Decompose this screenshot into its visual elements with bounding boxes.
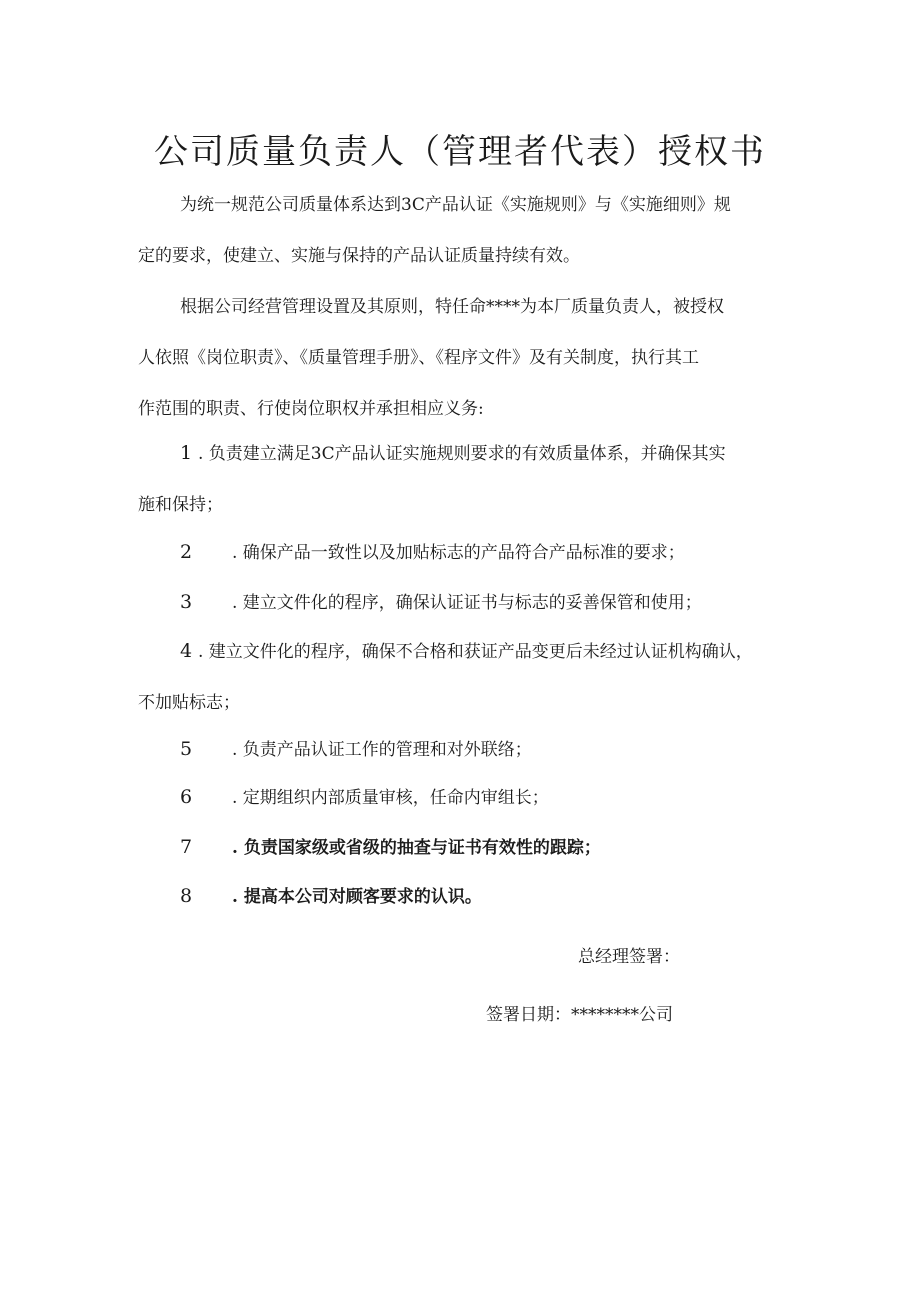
intro-line-1: 为统一规范公司质量体系达到3C产品认证《实施规则》与《实施细则》规 bbox=[180, 195, 731, 215]
manager-signature-label: 总经理签署： bbox=[578, 947, 680, 967]
item-text-continued: 不加贴标志； bbox=[138, 693, 240, 713]
item-number: 2 bbox=[180, 541, 193, 563]
list-item bbox=[138, 772, 788, 824]
item-text: . 负责产品认证工作的管理和对外联络； bbox=[232, 740, 532, 760]
item-number: 5 bbox=[180, 738, 193, 760]
item-text: . 建立文件化的程序，确保不合格和获证产品变更后未经过认证机构确认， bbox=[198, 642, 753, 662]
item-text: . 定期组织内部质量审核，任命内审组长； bbox=[232, 788, 549, 808]
item-text: . 负责建立满足3C产品认证实施规则要求的有效质量体系，并确保其实 bbox=[198, 444, 726, 464]
item-number: 8 bbox=[180, 885, 193, 907]
list-item bbox=[138, 577, 788, 629]
list-item bbox=[138, 822, 788, 874]
signature-date-label: 签署日期：********公司 bbox=[486, 1005, 673, 1025]
document-title: 公司质量负责人（管理者代表）授权书 bbox=[154, 132, 766, 172]
item-text: . 确保产品一致性以及加贴标志的产品符合产品标准的要求； bbox=[232, 543, 685, 563]
intro-line-2: 定的要求，使建立、实施与保持的产品认证质量持续有效。 bbox=[138, 246, 580, 266]
item-number: 6 bbox=[180, 786, 193, 808]
intro-paragraph bbox=[138, 180, 788, 282]
list-item bbox=[138, 527, 788, 579]
item-number: 3 bbox=[180, 591, 193, 613]
item-number: 7 bbox=[180, 836, 193, 858]
item-text: . 建立文件化的程序，确保认证证书与标志的妥善保管和使用； bbox=[232, 593, 702, 613]
item-number: 4 bbox=[180, 640, 193, 662]
item-number: 1 bbox=[180, 442, 193, 464]
appointment-line-1: 根据公司经营管理设置及其原则，特任命****为本厂质量负责人，被授权 bbox=[180, 297, 724, 317]
appointment-line-3: 作范围的职责、行使岗位职权并承担相应义务: bbox=[138, 399, 484, 419]
list-item bbox=[138, 871, 788, 923]
appointment-paragraph bbox=[138, 282, 788, 435]
list-item bbox=[138, 724, 788, 776]
item-text-continued: 施和保持； bbox=[138, 495, 223, 515]
item-text: . 提高本公司对顾客要求的认识。 bbox=[232, 887, 482, 907]
item-text: . 负责国家级或省级的抽查与证书有效性的跟踪； bbox=[232, 838, 601, 858]
appointment-line-2: 人依照《岗位职责》、《质量管理手册》、《程序文件》及有关制度，执行其工 bbox=[138, 348, 699, 368]
list-item bbox=[138, 428, 788, 531]
list-item bbox=[138, 626, 788, 729]
